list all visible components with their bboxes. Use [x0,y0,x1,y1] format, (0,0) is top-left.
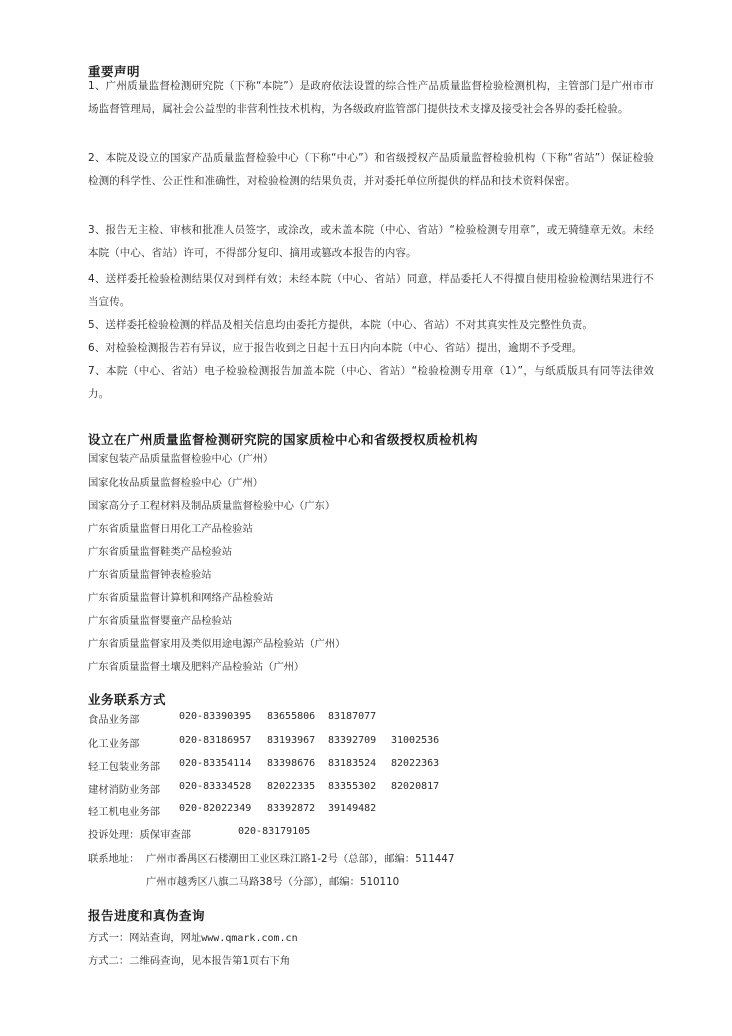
phone-number: 83398676 [267,758,316,769]
phone-number: 83183524 [328,758,377,769]
declaration-item-5: 5、送样委托检验检测的样品及相关信息均由委托方提供，本院（中心、省站）不对其真实性及完整性负责。 [88,319,593,331]
website-url: www.qmark.com.cn [201,933,298,944]
declaration-item-6: 6、对检验检测报告若有异议，应于报告收到之日起十五日内向本院（中心、省站）提出，逾期不予受理。 [88,342,583,354]
department-name: 轻工包装业务部 [88,761,161,773]
institution-item: 国家包装产品质量监督检验中心（广州） [88,453,274,465]
institution-item: 广东省质量监督婴童产品检验站 [88,615,233,627]
phone-number: 020-82022349 [179,803,252,814]
phone-number: 83193967 [267,735,316,746]
institutions-title: 设立在广州质量监督检测研究院的国家质检中心和省级授权质检机构 [88,432,479,447]
phone-number: 83392709 [328,735,377,746]
institution-item: 国家高分子工程材料及制品质量监督检验中心（广东） [88,500,336,512]
declaration-item-2: 2、本院及设立的国家产品质量监督检验中心（下称“中心”）和省级授权产品质量监督检验机构（下称“省站”）保证检验检测的科学性、公正性和准确性，对检验检测的结果负责，并对委托单位所提供的样品和技术资料保密。 [88,152,654,187]
complaint-label: 投诉处理：质保审查部 [88,829,191,841]
institution-item: 广东省质量监督钟表检验站 [88,569,212,581]
query-method-2: 方式二：二维码查询，见本报告第1页右下角 [88,955,291,967]
declaration-item-1: 1、广州质量监督检测研究院（下称“本院”）是政府依法设置的综合性产品质量监督检验检测机构，主管部门是广州市市场监督管理局，属社会公益型的非营利性技术机构，为各级政府监管部门提供技术支撑及接受社会各界的委托检验。 [88,80,654,115]
department-name: 轻工机电业务部 [88,806,161,818]
address-main: 广州市番禺区石楼潮田工业区珠江路1-2号（总部），邮编：511447 [146,853,455,865]
complaint-phone: 020-83179105 [238,826,311,837]
phone-number: 83655806 [267,711,316,722]
institution-item: 国家化妆品质量监督检验中心（广州） [88,477,264,489]
phone-number: 82022363 [391,758,440,769]
institution-item: 广东省质量监督家用及类似用途电源产品检验站（广州） [88,638,346,650]
declaration-item-7: 7、本院（中心、省站）电子检验检测报告加盖本院（中心、省站）“检验检测专用章（1）”，与纸质版具有同等法律效力。 [88,365,654,400]
phone-number: 83355302 [328,781,377,792]
query-method-1-label: 方式一：网站查询，网址 [88,932,202,944]
institution-item: 广东省质量监督计算机和网络产品检验站 [88,592,274,604]
department-name: 食品业务部 [88,714,140,726]
phone-number: 020-83354114 [179,758,252,769]
department-name: 化工业务部 [88,738,140,750]
phone-number: 39149482 [328,803,377,814]
institution-item: 广东省质量监督鞋类产品检验站 [88,546,233,558]
address-branch: 广州市越秀区八旗二马路38号（分部），邮编：510110 [146,876,400,888]
declaration-title: 重要声明 [88,64,141,79]
contacts-title: 业务联系方式 [88,692,167,707]
department-name: 建材消防业务部 [88,784,161,796]
address-label: 联系地址： [88,853,140,865]
institution-item: 广东省质量监督日用化工产品检验站 [88,523,253,535]
phone-number: 020-83186957 [179,735,252,746]
phone-number: 83187077 [328,711,377,722]
query-method-1 [88,929,298,944]
declaration-item-3: 3、报告无主检、审核和批准人员签字，或涂改，或未盖本院（中心、省站）“检验检测专用章”，或无骑缝章无效。未经本院（中心、省站）许可，不得部分复印、摘用或篡改本报告的内容。 [88,224,654,259]
phone-number: 020-83390395 [179,711,252,722]
query-title: 报告进度和真伪查询 [88,908,206,923]
phone-number: 020-83334528 [179,781,252,792]
phone-number: 82022335 [267,781,316,792]
institution-item: 广东省质量监督土壤及肥料产品检验站（广州） [88,661,305,673]
phone-number: 82020817 [391,781,440,792]
phone-number: 31002536 [391,735,440,746]
phone-number: 83392872 [267,803,316,814]
declaration-item-4: 4、送样委托检验检测结果仅对到样有效；未经本院（中心、省站）同意，样品委托人不得擅自使用检验检测结果进行不当宣传。 [88,273,654,308]
